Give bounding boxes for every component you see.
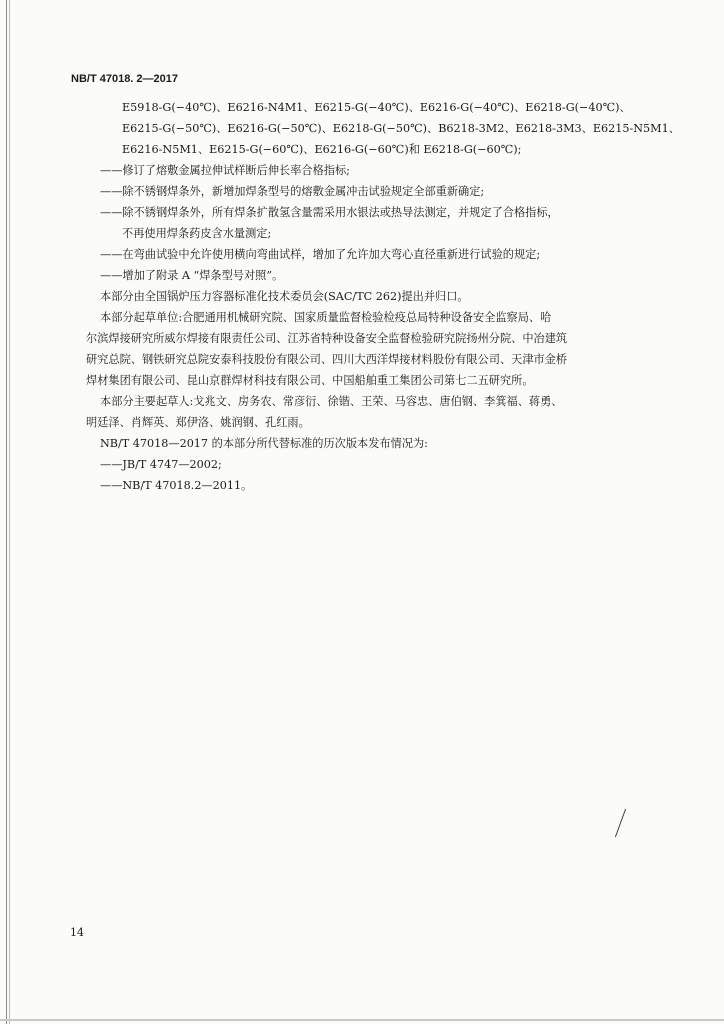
- list-item: ——除不锈钢焊条外，所有焊条扩散氢含量需采用水银法或热导法测定，并规定了合格指标，: [100, 206, 559, 219]
- scan-edge-bottom: [0, 1019, 724, 1021]
- paragraph: 本部分主要起草人:戈兆文、房务农、常彦衍、徐锴、王荣、马容忠、唐伯钢、李箕福、蒋勇、: [100, 395, 563, 408]
- text-line: E6216-N5M1、E6215-G(−60℃)、E6216-G(−60℃)和 E6218-G(−60℃);: [122, 143, 522, 156]
- paragraph: NB/T 47018—2017 的本部分所代替标准的历次版本发布情况为:: [100, 437, 428, 450]
- text-line: 焊材集团有限公司、昆山京群焊材科技有限公司、中国船舶重工集团公司第七二五研究所。: [86, 374, 534, 387]
- list-item: ——NB/T 47018.2—2011。: [100, 479, 253, 492]
- list-item: ——增加了附录 A “焊条型号对照”。: [100, 269, 284, 282]
- list-item: ——除不锈钢焊条外，新增加焊条型号的熔敷金属冲击试验规定全部重新确定;: [100, 185, 485, 198]
- paragraph: 本部分由全国锅炉压力容器标准化技术委员会(SAC/TC 262)提出并归口。: [100, 290, 469, 303]
- scan-edge-left-inner: [9, 0, 10, 1024]
- text-line: 研究总院、钢铁研究总院安泰科技股份有限公司、四川大西洋焊接材料股份有限公司、天津市金桥: [86, 353, 568, 366]
- scan-edge-left: [6, 0, 7, 1024]
- list-item: ——在弯曲试验中允许使用横向弯曲试样，增加了允许加大弯心直径重新进行试验的规定;: [100, 248, 541, 261]
- standard-number-header: NB/T 47018. 2—2017: [71, 73, 179, 85]
- text-line: 尔滨焊接研究所威尔焊接有限责任公司、江苏省特种设备安全监督检验研究院扬州分院、中冶建筑: [86, 332, 568, 345]
- text-line: 不再使用焊条药皮含水量测定;: [122, 227, 272, 240]
- text-line: 明廷泽、肖辉英、郑伊洛、姚润钢、孔红雨。: [86, 416, 310, 429]
- text-line: E5918-G(−40℃)、E6216-N4M1、E6215-G(−40℃)、E6216-G(−40℃)、E6218-G(−40℃)、: [122, 101, 631, 114]
- list-item: ——JB/T 4747—2002;: [100, 458, 222, 471]
- page-number: 14: [70, 926, 84, 939]
- scan-mark: [615, 809, 626, 838]
- list-item: ——修订了熔敷金属拉伸试样断后伸长率合格指标;: [100, 164, 350, 177]
- text-line: E6215-G(−50℃)、E6216-G(−50℃)、E6218-G(−50℃)、B6218-3M2、E6218-3M3、E6215-N5M1、: [122, 122, 680, 135]
- paragraph: 本部分起草单位:合肥通用机械研究院、国家质量监督检验检疫总局特种设备安全监察局、哈: [100, 311, 552, 324]
